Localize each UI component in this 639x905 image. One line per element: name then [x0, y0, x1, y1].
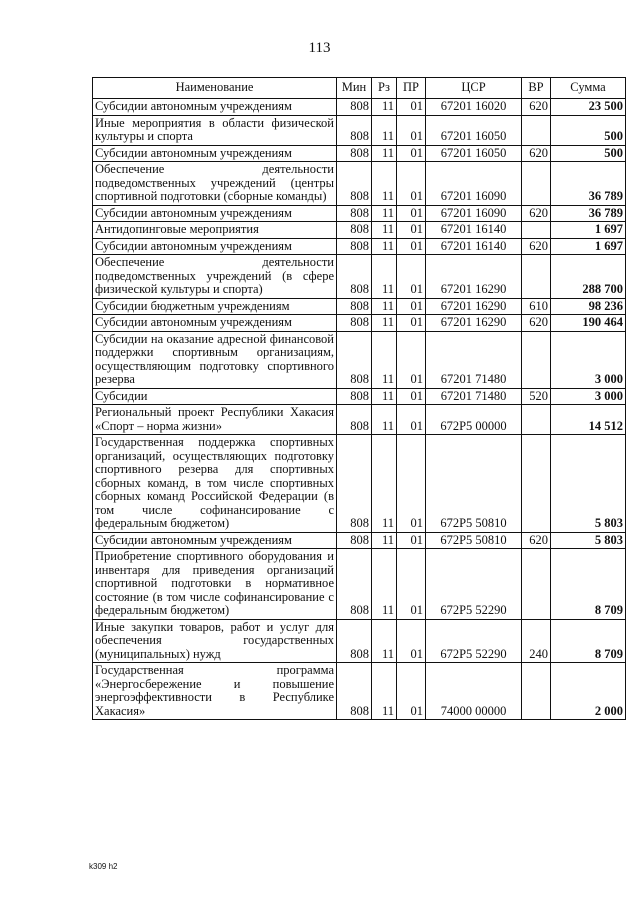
cell-min: 808 [337, 298, 372, 315]
cell-sum: 5 803 [551, 435, 626, 533]
cell-name: Субсидии автономным учреждениям [93, 315, 337, 332]
cell-csr: 672P5 52290 [426, 619, 522, 663]
header-min: Мин [337, 78, 372, 99]
cell-name: Обеспечение деятельности подведомственных учреждений (в сфере физической культуры и спорта) [93, 255, 337, 299]
cell-sum: 8 709 [551, 549, 626, 620]
cell-sum: 1 697 [551, 238, 626, 255]
cell-vr: 620 [522, 145, 551, 162]
cell-rz: 11 [372, 255, 397, 299]
cell-rz: 11 [372, 549, 397, 620]
cell-rz: 11 [372, 99, 397, 116]
cell-csr: 67201 71480 [426, 331, 522, 388]
cell-pr: 01 [397, 162, 426, 206]
cell-rz: 11 [372, 532, 397, 549]
table-row [93, 532, 626, 549]
cell-rz: 11 [372, 315, 397, 332]
cell-pr: 01 [397, 532, 426, 549]
cell-vr [522, 435, 551, 533]
header-csr: ЦСР [426, 78, 522, 99]
cell-name: Иные мероприятия в области физической культуры и спорта [93, 115, 337, 145]
table-row [93, 99, 626, 116]
table-row [93, 331, 626, 388]
cell-name: Приобретение спортивного оборудования и инвентаря для приведения организаций спортивной подготовки в нормативное состояние (в том числе софинансирование с федеральным бюджетом) [93, 549, 337, 620]
cell-min: 808 [337, 99, 372, 116]
table-row [93, 145, 626, 162]
cell-name: Субсидии автономным учреждениям [93, 99, 337, 116]
table-row [93, 315, 626, 332]
cell-min: 808 [337, 315, 372, 332]
cell-name: Обеспечение деятельности подведомственных учреждений (центры спортивной подготовки (сборные команды) [93, 162, 337, 206]
table-row [93, 162, 626, 206]
cell-csr: 67201 16050 [426, 145, 522, 162]
cell-csr: 672P5 00000 [426, 405, 522, 435]
cell-rz: 11 [372, 238, 397, 255]
cell-pr: 01 [397, 238, 426, 255]
cell-vr: 620 [522, 238, 551, 255]
cell-name: Субсидии автономным учреждениям [93, 145, 337, 162]
cell-name: Субсидии на оказание адресной финансовой поддержки спортивным организациям, осуществляющим подготовку спортивного резерва [93, 331, 337, 388]
cell-sum: 36 789 [551, 205, 626, 222]
table-row [93, 205, 626, 222]
cell-name: Региональный проект Республики Хакасия «Спорт – норма жизни» [93, 405, 337, 435]
cell-csr: 67201 16290 [426, 315, 522, 332]
cell-rz: 11 [372, 115, 397, 145]
cell-vr [522, 549, 551, 620]
cell-rz: 11 [372, 298, 397, 315]
cell-rz: 11 [372, 145, 397, 162]
cell-csr: 67201 16290 [426, 298, 522, 315]
cell-pr: 01 [397, 435, 426, 533]
cell-pr: 01 [397, 619, 426, 663]
cell-rz: 11 [372, 435, 397, 533]
cell-rz: 11 [372, 388, 397, 405]
cell-sum: 2 000 [551, 663, 626, 720]
cell-csr: 67201 16020 [426, 99, 522, 116]
cell-pr: 01 [397, 315, 426, 332]
cell-sum: 1 697 [551, 222, 626, 239]
cell-pr: 01 [397, 145, 426, 162]
cell-pr: 01 [397, 663, 426, 720]
cell-csr: 67201 16140 [426, 238, 522, 255]
cell-name: Субсидии автономным учреждениям [93, 238, 337, 255]
cell-sum: 288 700 [551, 255, 626, 299]
cell-pr: 01 [397, 405, 426, 435]
cell-vr [522, 663, 551, 720]
cell-min: 808 [337, 238, 372, 255]
cell-sum: 5 803 [551, 532, 626, 549]
cell-vr: 240 [522, 619, 551, 663]
cell-rz: 11 [372, 205, 397, 222]
cell-pr: 01 [397, 388, 426, 405]
cell-name: Субсидии бюджетным учреждениям [93, 298, 337, 315]
cell-rz: 11 [372, 619, 397, 663]
cell-name: Государственная программа «Энергосбережение и повышение энергоэффективности в Республике Хакасия» [93, 663, 337, 720]
cell-csr: 67201 16090 [426, 205, 522, 222]
cell-csr: 67201 16140 [426, 222, 522, 239]
cell-min: 808 [337, 663, 372, 720]
cell-sum: 500 [551, 115, 626, 145]
page-number: 113 [308, 40, 331, 56]
table-row [93, 238, 626, 255]
cell-vr [522, 115, 551, 145]
cell-vr [522, 331, 551, 388]
cell-name: Субсидии автономным учреждениям [93, 205, 337, 222]
budget-table [92, 77, 626, 720]
cell-name: Субсидии [93, 388, 337, 405]
cell-csr: 67201 16050 [426, 115, 522, 145]
table-row [93, 405, 626, 435]
cell-name: Государственная поддержка спортивных организаций, осуществляющих подготовку спортивного резерва для спортивных сборных команд, в том числе спортивных сборных команд Российской Федерации (в том числе софинансирование с федеральным бюджетом) [93, 435, 337, 533]
header-vr: ВР [522, 78, 551, 99]
cell-sum: 23 500 [551, 99, 626, 116]
cell-sum: 36 789 [551, 162, 626, 206]
footer-code: k309 h2 [89, 862, 118, 871]
cell-rz: 11 [372, 162, 397, 206]
cell-min: 808 [337, 115, 372, 145]
cell-csr: 67201 16090 [426, 162, 522, 206]
cell-pr: 01 [397, 222, 426, 239]
cell-pr: 01 [397, 298, 426, 315]
cell-rz: 11 [372, 331, 397, 388]
cell-min: 808 [337, 549, 372, 620]
cell-pr: 01 [397, 549, 426, 620]
table-header-row [93, 78, 626, 99]
cell-vr: 620 [522, 205, 551, 222]
cell-vr [522, 255, 551, 299]
cell-csr: 672P5 52290 [426, 549, 522, 620]
cell-name: Антидопинговые мероприятия [93, 222, 337, 239]
cell-sum: 3 000 [551, 331, 626, 388]
cell-min: 808 [337, 145, 372, 162]
cell-min: 808 [337, 162, 372, 206]
cell-sum: 500 [551, 145, 626, 162]
cell-pr: 01 [397, 331, 426, 388]
cell-vr [522, 405, 551, 435]
table-row [93, 255, 626, 299]
table-row [93, 115, 626, 145]
cell-name: Субсидии автономным учреждениям [93, 532, 337, 549]
cell-min: 808 [337, 532, 372, 549]
cell-vr: 620 [522, 99, 551, 116]
cell-vr: 620 [522, 532, 551, 549]
cell-sum: 3 000 [551, 388, 626, 405]
header-sum: Сумма [551, 78, 626, 99]
cell-pr: 01 [397, 115, 426, 145]
table-row [93, 435, 626, 533]
cell-csr: 672P5 50810 [426, 532, 522, 549]
cell-vr [522, 222, 551, 239]
table-row [93, 549, 626, 620]
cell-min: 808 [337, 222, 372, 239]
cell-pr: 01 [397, 255, 426, 299]
cell-sum: 14 512 [551, 405, 626, 435]
cell-vr [522, 162, 551, 206]
cell-min: 808 [337, 405, 372, 435]
cell-pr: 01 [397, 99, 426, 116]
cell-min: 808 [337, 331, 372, 388]
cell-min: 808 [337, 619, 372, 663]
cell-rz: 11 [372, 222, 397, 239]
cell-vr: 610 [522, 298, 551, 315]
cell-name: Иные закупки товаров, работ и услуг для обеспечения государственных (муниципальных) нужд [93, 619, 337, 663]
header-rz: Рз [372, 78, 397, 99]
cell-csr: 74000 00000 [426, 663, 522, 720]
cell-csr: 67201 16290 [426, 255, 522, 299]
header-pr: ПР [397, 78, 426, 99]
table-row [93, 298, 626, 315]
header-name: Наименование [93, 78, 337, 99]
cell-pr: 01 [397, 205, 426, 222]
cell-sum: 8 709 [551, 619, 626, 663]
cell-sum: 98 236 [551, 298, 626, 315]
cell-rz: 11 [372, 663, 397, 720]
cell-min: 808 [337, 388, 372, 405]
cell-min: 808 [337, 435, 372, 533]
cell-vr: 620 [522, 315, 551, 332]
cell-csr: 672P5 50810 [426, 435, 522, 533]
cell-rz: 11 [372, 405, 397, 435]
cell-sum: 190 464 [551, 315, 626, 332]
table-row [93, 222, 626, 239]
table-row [93, 663, 626, 720]
cell-vr: 520 [522, 388, 551, 405]
table-row [93, 619, 626, 663]
cell-min: 808 [337, 205, 372, 222]
table-row [93, 388, 626, 405]
cell-min: 808 [337, 255, 372, 299]
cell-csr: 67201 71480 [426, 388, 522, 405]
